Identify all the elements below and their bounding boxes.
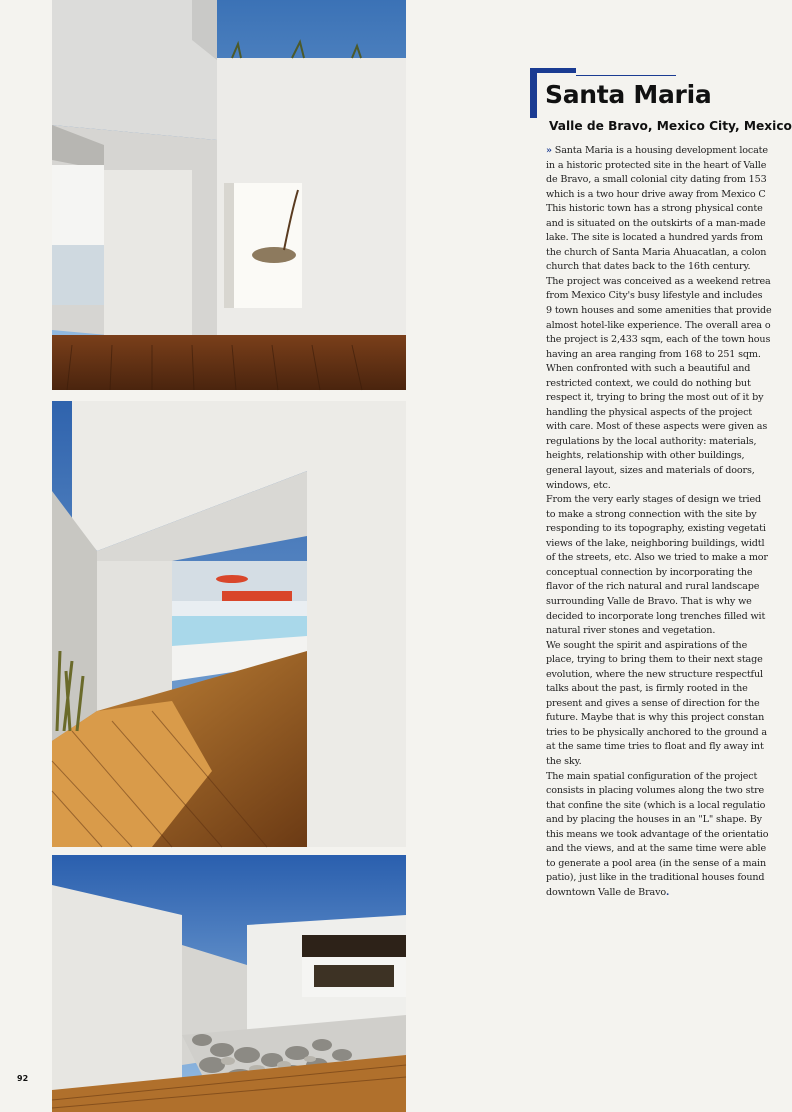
body-last-line (546, 886, 760, 901)
body-line: surrounding Valle de Bravo. That is why we (546, 595, 752, 607)
body-line: consists in placing volumes along the two stre (546, 785, 765, 797)
body-lines (546, 159, 772, 886)
body-line: flavor of the rich natural and rural landscape (546, 581, 760, 593)
body-first-line (546, 144, 768, 159)
body-line: church that dates back to the 16th century. (546, 261, 751, 273)
body-line: place, trying to bring them to their next stage (546, 654, 763, 666)
photo-pool-frame (52, 401, 406, 847)
body-line: the project is 2,433 sqm, each of the town hous (546, 334, 771, 346)
body-line: to make a strong connection with the site by (546, 508, 757, 520)
body-line: with care. Most of these aspects were given as (546, 421, 768, 433)
body-line: to generate a pool area (in the sense of a main (546, 857, 766, 869)
body-line: de Bravo, a small colonial city dating from 153 (546, 174, 767, 186)
body-line: handling the physical aspects of the project (546, 406, 753, 418)
body-line: natural river stones and vegetation. (546, 625, 716, 637)
body-line: decided to incorporate long trenches filled wit (546, 610, 766, 622)
title-accent-rule (530, 68, 576, 73)
photo-courtyard-window (52, 0, 406, 390)
last-line-text: downtown Valle de Bravo (546, 886, 666, 898)
body-line: that confine the site (which is a local regulatio (546, 799, 766, 811)
body-line: talks about the past, is firmly rooted in the (546, 683, 748, 695)
body-line: and is situated on the outskirts of a man-made (546, 217, 766, 229)
body-line: tries to be physically anchored to the ground a (546, 726, 767, 738)
page-number: 92 (17, 1074, 29, 1083)
body-line: responding to its topography, existing vegetati (546, 523, 766, 535)
body-line: patio), just like in the traditional houses found (546, 872, 765, 884)
body-line: heights, relationship with other buildings, (546, 450, 745, 462)
body-line: restricted context, we could do nothing but (546, 377, 751, 389)
article-location: Valle de Bravo, Mexico City, Mexico (549, 119, 792, 133)
body-line: This historic town has a strong physical conte (546, 203, 763, 215)
body-line: and the views, and at the same time were able (546, 843, 767, 855)
body-line: When confronted with such a beautiful and (546, 363, 751, 375)
body-line: views of the lake, neighboring buildings, widtl (546, 537, 765, 549)
body-line: having an area ranging from 168 to 251 sqm. (546, 348, 761, 360)
title-accent-bar (530, 68, 537, 118)
title-thin-rule (576, 75, 676, 76)
body-line: general layout, sizes and materials of doors, (546, 465, 755, 477)
body-line: The main spatial configuration of the project (546, 770, 758, 782)
body-line: at the same time tries to float and fly away int (546, 741, 764, 753)
body-line: of the streets, etc. Also we tried to make a mor (546, 552, 768, 564)
body-line: in a historic protected site in the heart of Valle (546, 159, 767, 171)
body-line: regulations by the local authority: materials, (546, 435, 757, 447)
body-line: future. Maybe that is why this project constan (546, 712, 765, 724)
body-line: the sky. (546, 755, 582, 767)
article-header (530, 68, 760, 124)
body-line: this means we took advantage of the orientatio (546, 828, 769, 840)
body-line: present and gives a sense of direction for the (546, 697, 760, 709)
body-line: The project was conceived as a weekend retrea (546, 275, 771, 287)
bullet-icon: » (546, 145, 552, 156)
end-mark-icon: . (665, 886, 670, 898)
article-body (546, 144, 772, 900)
body-line: respect it, trying to bring the most out of it by (546, 392, 764, 404)
body-line: From the very early stages of design we tried (546, 494, 761, 506)
body-line: conceptual connection by incorporating the (546, 566, 753, 578)
body-line: the church of Santa Maria Ahuacatlan, a colon (546, 246, 767, 258)
body-line: We sought the spirit and aspirations of the (546, 639, 748, 651)
body-line: and by placing the houses in an "L" shape. By (546, 814, 762, 826)
body-line: almost hotel-like experience. The overall area o (546, 319, 771, 331)
body-line: lake. The site is located a hundred yards from (546, 232, 763, 244)
photo-stone-trench (52, 855, 406, 1112)
article-title: Santa Maria (545, 80, 712, 109)
body-line: evolution, where the new structure respectful (546, 668, 763, 680)
body-line: windows, etc. (546, 479, 611, 491)
body-line: 9 town houses and some amenities that provide (546, 305, 772, 317)
first-line-text: Santa Maria is a housing development locate (554, 145, 768, 156)
body-line: from Mexico City's busy lifestyle and includes (546, 290, 763, 302)
body-line: which is a two hour drive away from Mexico C (546, 188, 766, 200)
